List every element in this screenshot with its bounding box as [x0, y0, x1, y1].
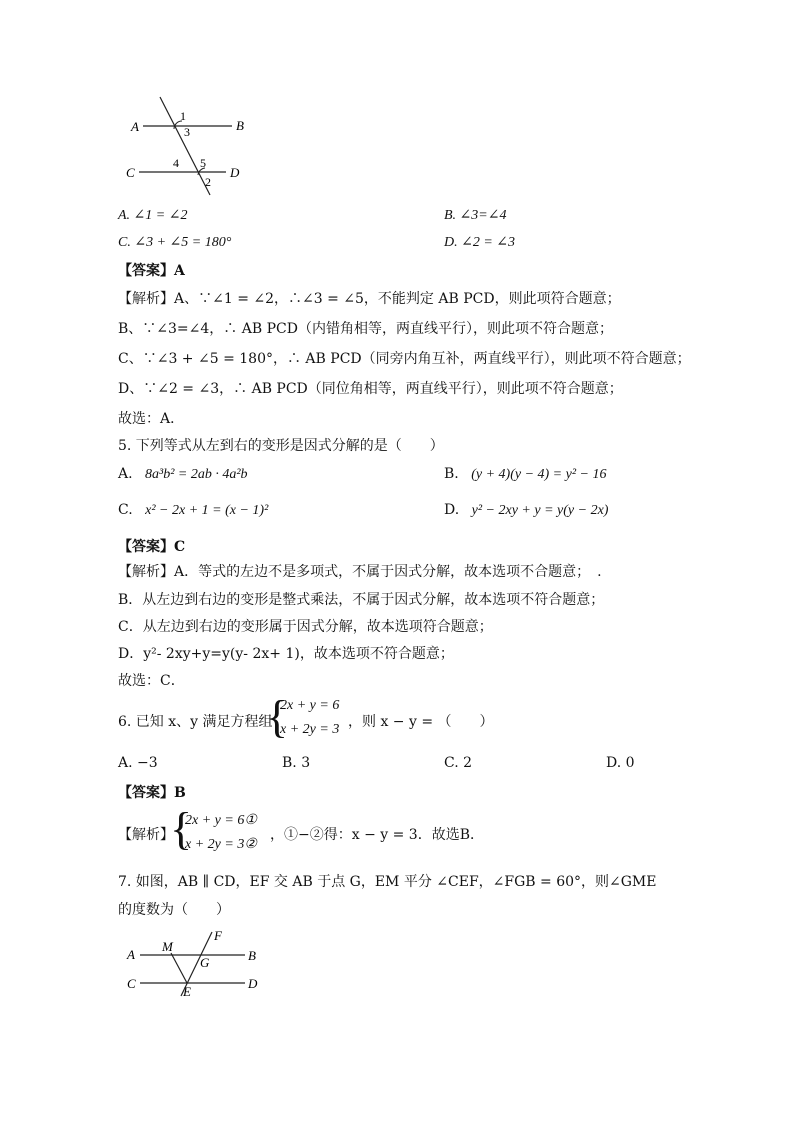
q5-answer: 【答案】C [118, 539, 186, 555]
figure-parallel-lines-1 [0, 0, 794, 200]
q4-option-c[interactable]: C. ∠3 + ∠5 = 180° [118, 235, 232, 250]
q5-conclusion: 故选：C． [118, 673, 185, 689]
q5-option-a[interactable] [118, 466, 248, 483]
label-D: D [230, 165, 240, 180]
q4-option-b[interactable]: B. ∠3=∠4 [444, 208, 507, 223]
q4-conclusion: 故选：A． [118, 411, 185, 427]
q7-stem-line-2: 的度数为（ ） [118, 902, 230, 918]
q4-analysis-line-3: C、∵∠3 + ∠5 = 180°，∴ AB PCD（同旁内角互补，两直线平行），则此项不符合题意； [118, 351, 691, 367]
q7-stem-line-1: 7. 如图，AB ∥ CD，EF 交 AB 于点 G，EM 平分 ∠CEF，∠FGB = 60°，则∠GME [118, 874, 657, 890]
q6-option-c[interactable]: C. 2 [444, 755, 473, 771]
q5-option-b[interactable] [444, 466, 606, 483]
q6-analysis-brace: { [170, 803, 193, 854]
label-2: 2 [205, 175, 211, 189]
line-em [171, 953, 187, 983]
label-4: 4 [173, 156, 179, 170]
label-5: 5 [200, 156, 206, 170]
q6-analysis-equation-1: 2x + y = 6① [185, 813, 257, 828]
q4-option-d[interactable]: D. ∠2 = ∠3 [444, 235, 516, 250]
q6-analysis-pre: 【解析】 [118, 827, 174, 843]
q5-analysis-line-4: D．y²- 2xy+y=y(y- 2x+ 1)，故本选项不符合题意； [118, 646, 454, 662]
label-C: C [127, 976, 136, 991]
label-D: D [248, 976, 258, 991]
q5-option-c-label: C. [118, 502, 133, 518]
q5-option-c[interactable] [118, 502, 268, 519]
q6-system-brace: { [266, 691, 289, 742]
q6-analysis-post: ，①−②得：x − y = 3．故选B． [270, 827, 484, 843]
q6-answer: 【答案】B [118, 785, 186, 801]
label-M: M [162, 939, 173, 954]
q6-equation-1: 2x + y = 6 [280, 698, 340, 713]
q4-analysis-line-2: B、∵∠3=∠4，∴ AB PCD（内错角相等，两直线平行），则此项不符合题意； [118, 321, 613, 337]
q4-analysis-line-1: 【解析】A、∵∠1 = ∠2，∴∠3 = ∠5，不能判定 AB PCD，则此项符合题意； [118, 291, 621, 307]
q5-option-a-label: A. [118, 466, 133, 482]
label-G: G [200, 955, 210, 970]
label-E: E [183, 984, 191, 999]
label-B: B [248, 948, 256, 963]
q5-option-d[interactable] [444, 502, 608, 519]
q6-equation-2: x + 2y = 3 [280, 722, 340, 737]
q5-stem: 5. 下列等式从左到右的变形是因式分解的是（ ） [118, 438, 444, 454]
label-A: A [131, 119, 139, 134]
q5-option-c-text: x² − 2x + 1 = (x − 1)² [145, 503, 269, 518]
label-1: 1 [180, 109, 186, 123]
q4-option-a[interactable]: A. ∠1 = ∠2 [118, 208, 188, 223]
q6-option-a[interactable]: A. −3 [118, 755, 158, 771]
label-A: A [127, 947, 135, 962]
label-F: F [214, 928, 222, 943]
label-3: 3 [184, 125, 190, 139]
q6-option-b[interactable]: B. 3 [282, 755, 311, 771]
label-B: B [236, 118, 244, 133]
q5-analysis-line-2: B．从左边到右边的变形是整式乘法，不属于因式分解，故本选项不符合题意； [118, 592, 605, 608]
q4-answer: 【答案】A [118, 263, 185, 279]
q6-analysis-equation-2: x + 2y = 3② [185, 837, 257, 852]
q6-option-d[interactable]: D. 0 [606, 755, 635, 771]
q5-option-a-text: 8a³b² = 2ab · 4a²b [145, 467, 248, 482]
label-C: C [126, 165, 135, 180]
q5-option-d-text: y² − 2xy + y = y(y − 2x) [471, 503, 609, 518]
q4-analysis-line-4: D、∵∠2 = ∠3，∴ AB PCD（同位角相等，两直线平行），则此项不符合题意； [118, 381, 623, 397]
q5-option-b-label: B. [444, 466, 459, 482]
figure-parallel-lines-2 [0, 920, 794, 1000]
q6-stem-pre: 6. 已知 x、y 满足方程组 [118, 714, 273, 730]
q5-option-b-text: (y + 4)(y − 4) = y² − 16 [471, 467, 607, 482]
q5-analysis-line-1: 【解析】A．等式的左边不是多项式，不属于因式分解，故本选项不合题意； . [118, 564, 602, 580]
q6-stem-post: ，则 x − y = （ ） [348, 714, 494, 730]
q5-option-d-label: D. [444, 502, 460, 518]
q5-analysis-line-3: C．从左边到右边的变形属于因式分解，故本选项符合题意； [118, 619, 493, 635]
